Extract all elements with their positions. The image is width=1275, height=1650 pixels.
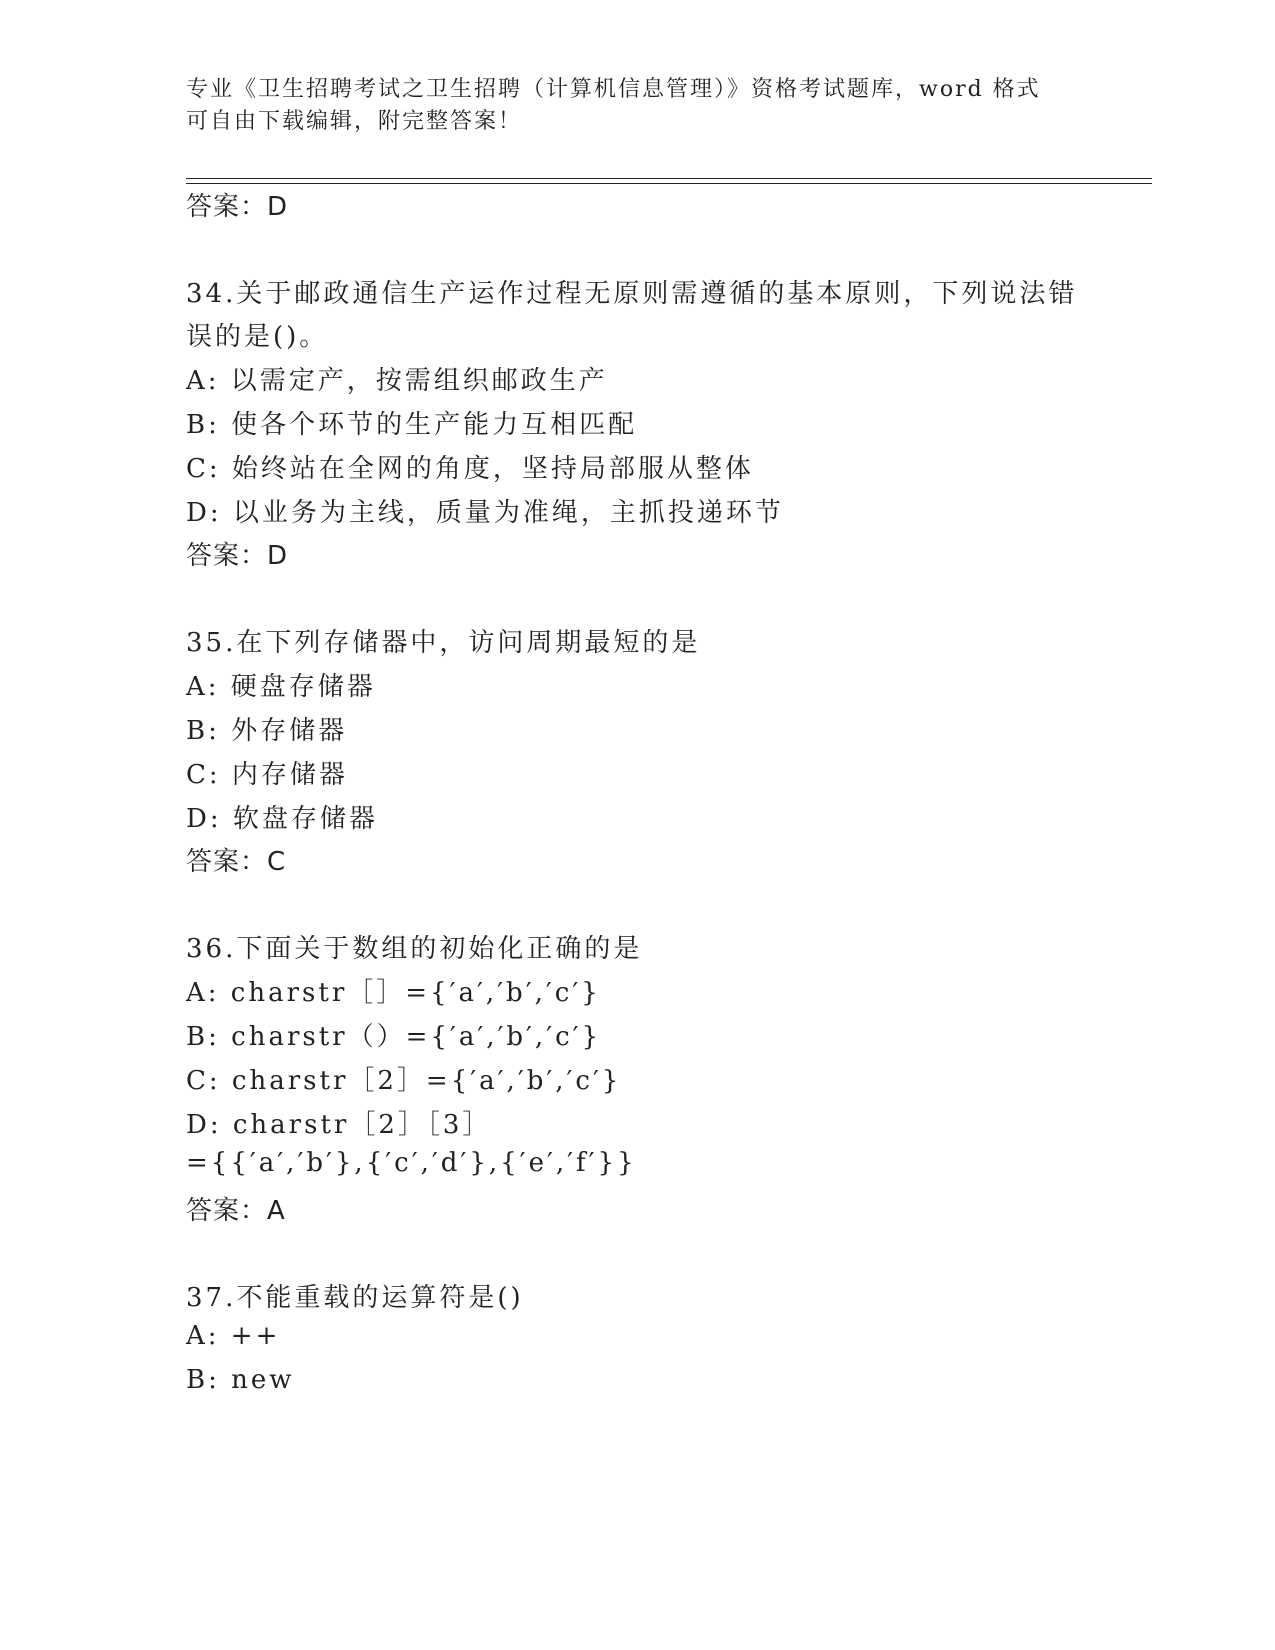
header-line-2: 可自由下载编辑，附完整答案！ [186,109,523,134]
question-36-option-d: D: charstr［2］［3］ [186,1110,492,1140]
question-36-option-d-continuation: ={{′a′,′b′},{′c′,′d′},{′e′,′f′}} [186,1148,637,1178]
question-35-option-d: D: 软盘存储器 [186,804,378,834]
question-34-option-a: A: 以需定产，按需组织邮政生产 [186,366,608,396]
header-rule-bottom [186,183,1152,184]
question-36-option-c: C: charstr［2］={′a′,′b′,′c′} [186,1066,622,1096]
header-rule-top [186,178,1152,179]
question-36-option-b: B: charstr（）={′a′,′b′,′c′} [186,1022,602,1052]
question-36-answer: 答案：A [186,1196,286,1226]
question-36-stem: 36.下面关于数组的初始化正确的是 [186,934,643,964]
question-36-option-a: A: charstr［］={′a′,′b′,′c′} [186,978,601,1008]
question-37-option-a: A: ++ [186,1321,281,1351]
question-34-option-c: C: 始终站在全网的角度，坚持局部服从整体 [186,454,754,484]
question-35-stem: 35.在下列存储器中，访问周期最短的是 [186,628,701,658]
question-34-stem-line-2: 误的是()。 [186,322,329,352]
document-header [186,74,1066,138]
question-34-option-b: B: 使各个环节的生产能力互相匹配 [186,410,638,440]
answer-prev: 答案：D [186,192,289,222]
question-34-answer: 答案：D [186,541,289,571]
header-line-1: 专业《卫生招聘考试之卫生招聘（计算机信息管理）》资格考试题库，word 格式 [186,77,1041,102]
question-35-answer: 答案：C [186,847,287,877]
question-34-option-d: D: 以业务为主线，质量为准绳，主抓投递环节 [186,498,784,528]
question-35-option-a: A: 硬盘存储器 [186,672,376,702]
question-37-option-b: B: new [186,1365,295,1395]
question-35-option-b: B: 外存储器 [186,716,348,746]
question-34-stem-line-1: 34.关于邮政通信生产运作过程无原则需遵循的基本原则，下列说法错 [186,279,1078,309]
question-35-option-c: C: 内存储器 [186,760,348,790]
question-37-stem: 37.不能重载的运算符是() [186,1283,524,1313]
